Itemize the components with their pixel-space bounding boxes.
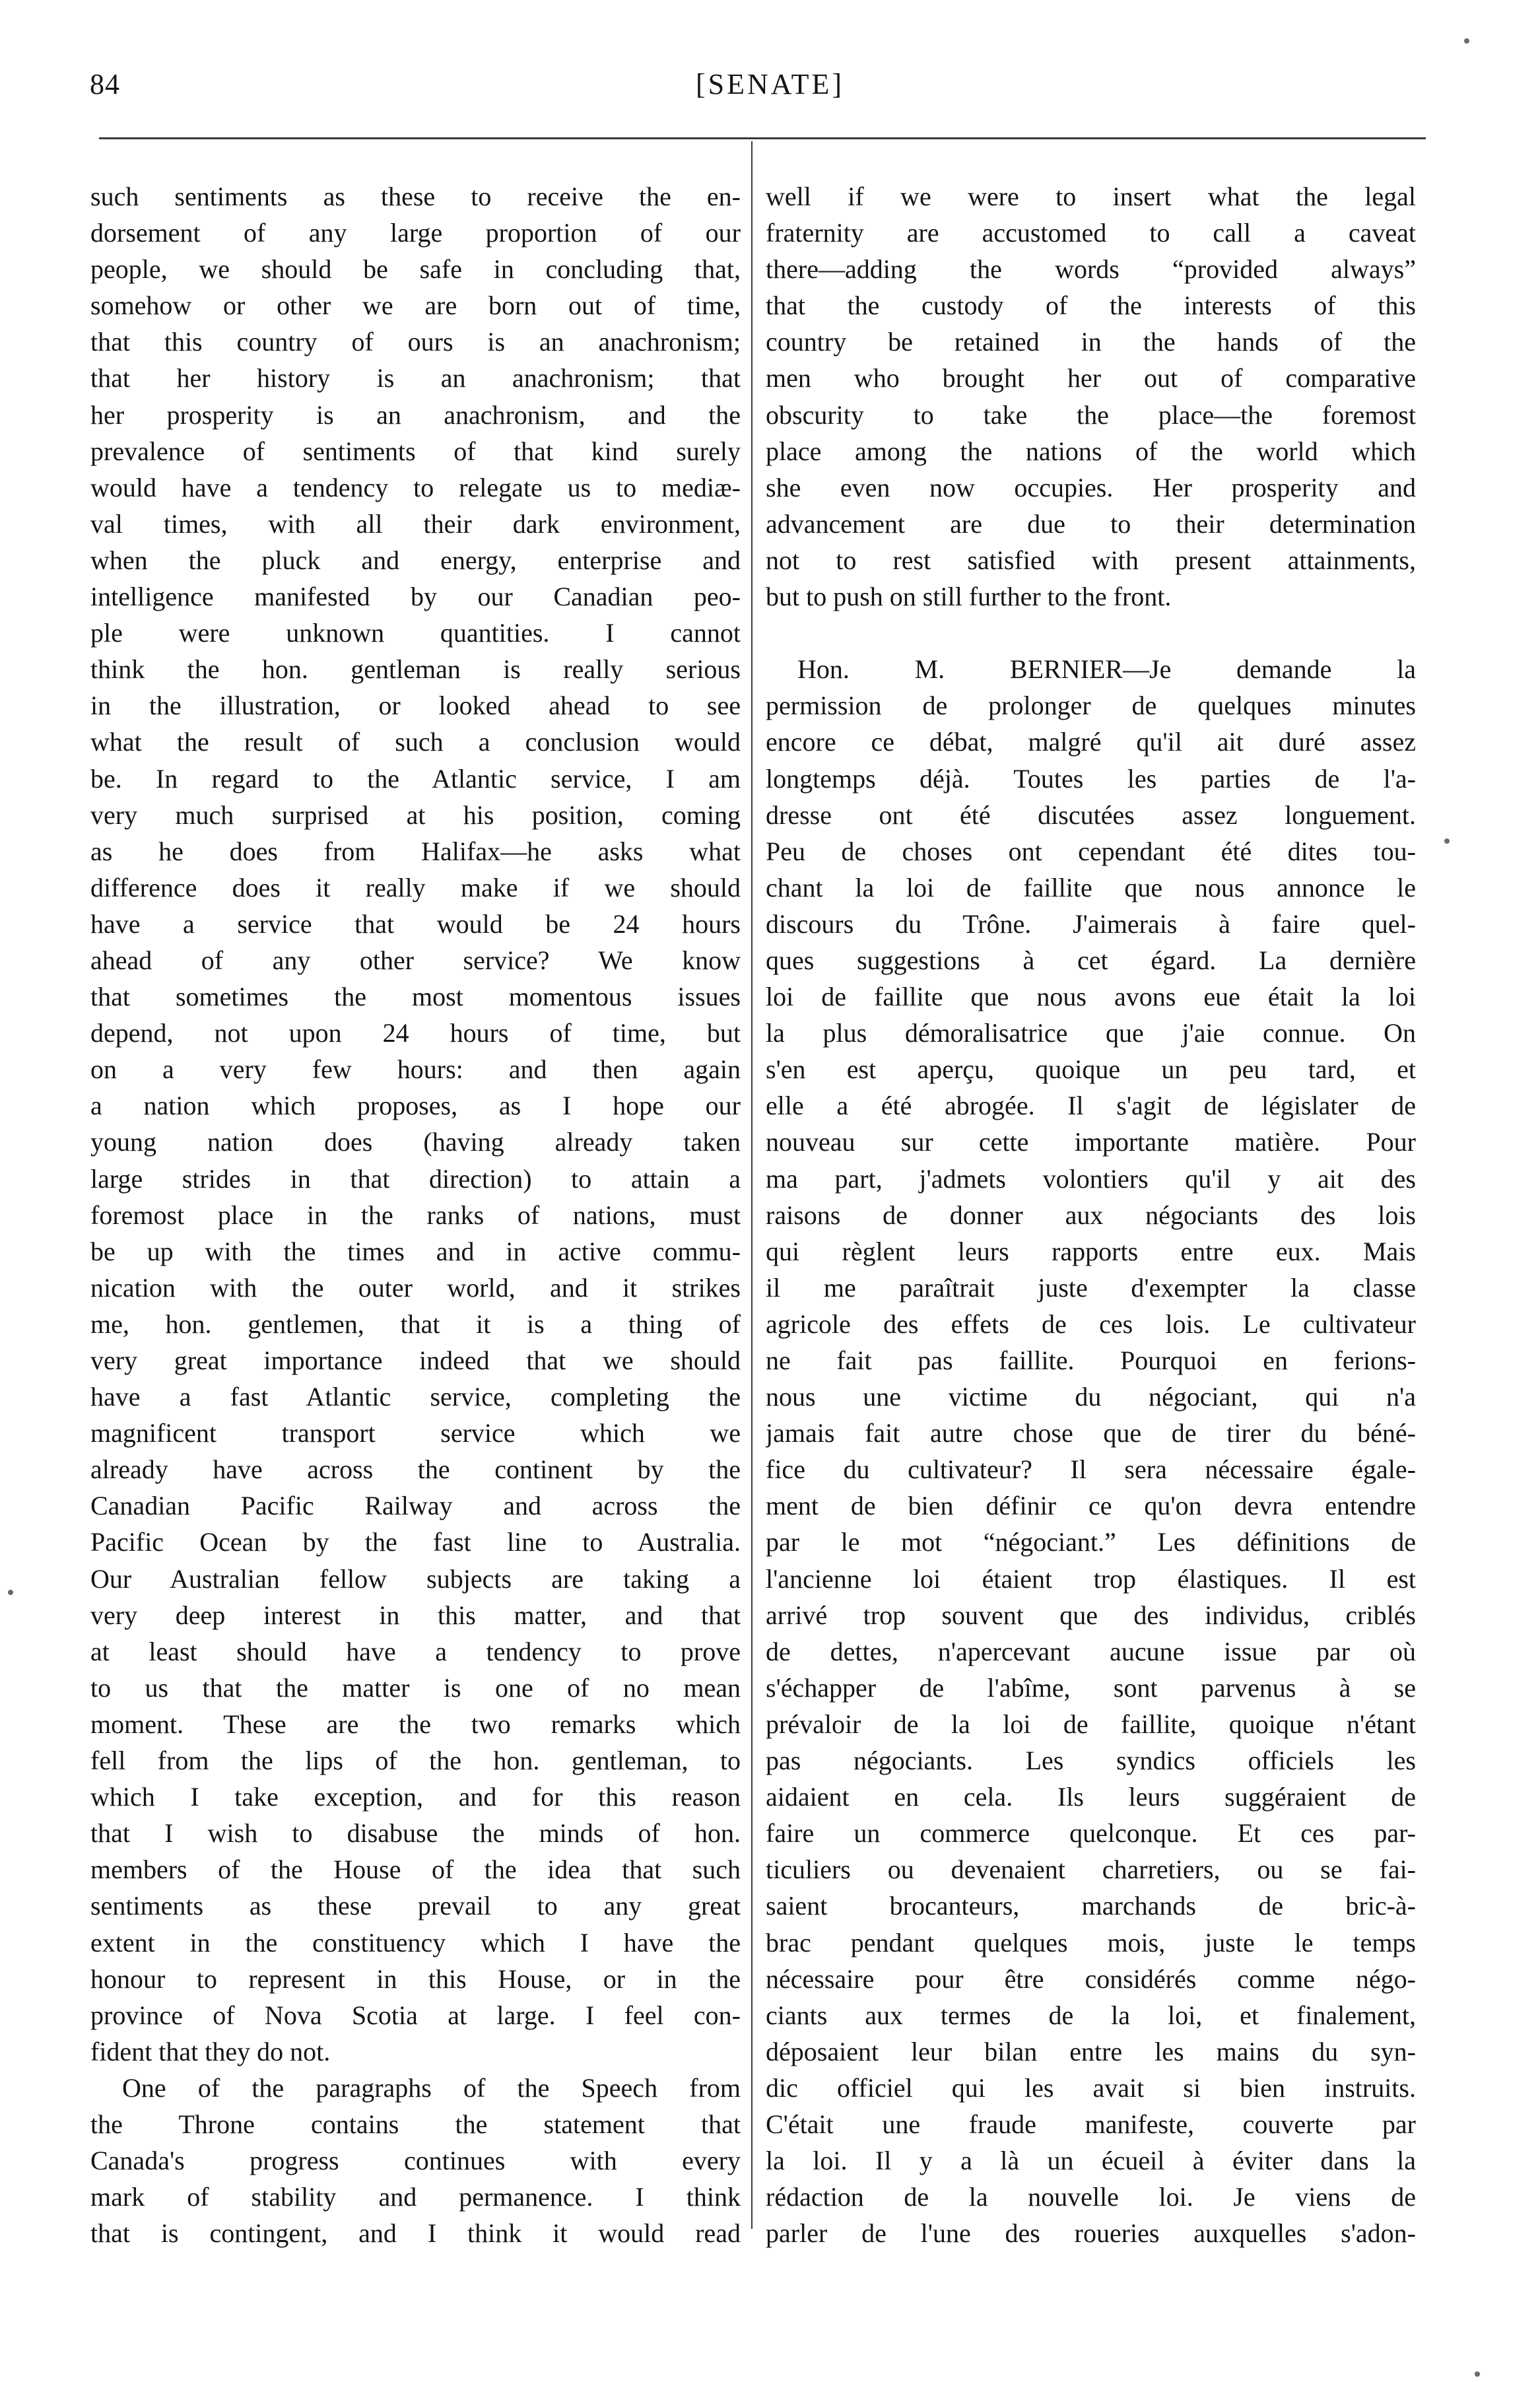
text-line: the Throne contains the statement that: [90, 2109, 741, 2139]
text-line: Canadian Pacific Railway and across the: [90, 1491, 741, 1521]
text-line: sentiments as these prevail to any great: [90, 1891, 741, 1921]
text-line: have a fast Atlantic service, completing the: [90, 1382, 741, 1412]
text-line: par le mot “négociant.” Les définitions de: [766, 1527, 1416, 1557]
text-line: la loi. Il y a là un écueil à éviter dans la: [766, 2146, 1416, 2176]
text-line: at least should have a tendency to prove: [90, 1636, 741, 1666]
text-line: déposaient leur bilan entre les mains du syn-: [766, 2036, 1416, 2066]
text-line: very deep interest in this matter, and that: [90, 1600, 741, 1630]
text-line: loi de faillite que nous avons eue était la loi: [766, 982, 1416, 1012]
text-line: to us that the matter is one of no mean: [90, 1672, 741, 1703]
text-line: dic officiel qui les avait si bien instruits.: [766, 2072, 1416, 2103]
text-line: longtemps déjà. Toutes les parties de l'a-: [766, 763, 1416, 794]
text-line: people, we should be safe in concluding that,: [90, 254, 741, 285]
text-line: dresse ont été discutées assez longuement.: [766, 800, 1416, 830]
text-line: s'en est aperçu, quoique un peu tard, et: [766, 1054, 1416, 1085]
text-line: l'ancienne loi étaient trop élastiques. Il est: [766, 1563, 1416, 1594]
text-line: somehow or other we are born out of time,: [90, 290, 741, 321]
text-line: when the pluck and energy, enterprise and: [90, 545, 741, 575]
page-number: 84: [90, 68, 120, 100]
text-line: such sentiments as these to receive the en-: [90, 182, 741, 211]
text-line: Pacific Ocean by the fast line to Australia.: [90, 1527, 741, 1557]
text-line: a nation which proposes, as I hope our: [90, 1091, 741, 1121]
text-line: pas négociants. Les syndics officiels les: [766, 1746, 1416, 1776]
text-line: nécessaire pour être considérés comme négo-: [766, 1963, 1416, 1994]
text-line: large strides in that direction) to attain a: [90, 1163, 741, 1194]
text-line: nouveau sur cette importante matière. Pour: [766, 1127, 1416, 1157]
text-line: province of Nova Scotia at large. I feel con-: [90, 2000, 741, 2030]
text-line: depend, not upon 24 hours of time, but: [90, 1018, 741, 1048]
text-line: intelligence manifested by our Canadian peo-: [90, 582, 741, 612]
speck-mark: [1475, 2371, 1480, 2377]
text-line: have a service that would be 24 hours: [90, 908, 741, 939]
speck-mark: [8, 1590, 13, 1595]
text-line: arrivé trop souvent que des individus, criblés: [766, 1600, 1416, 1630]
text-line: il me paraîtrait juste d'exempter la classe: [766, 1272, 1416, 1303]
text-line: well if we were to insert what the legal: [766, 182, 1416, 211]
left-column: [90, 178, 741, 2251]
text-line: ciants aux termes de la loi, et finalement,: [766, 2000, 1416, 2030]
text-line: ne fait pas faillite. Pourquoi en ferions-: [766, 1345, 1416, 1375]
text-line: difference does it really make if we should: [90, 872, 741, 902]
speck-mark: [1444, 838, 1450, 844]
text-line: already have across the continent by the: [90, 1454, 741, 1485]
column-divider: [751, 141, 753, 2229]
text-line: encore ce débat, malgré qu'il ait duré assez: [766, 727, 1416, 757]
text-line: me, hon. gentlemen, that it is a thing of: [90, 1309, 741, 1339]
text-line: advancement are due to their determination: [766, 508, 1416, 539]
text-line: ple were unknown quantities. I cannot: [90, 618, 741, 648]
text-line: think the hon. gentleman is really serious: [90, 654, 741, 685]
text-line: ment de bien définir ce qu'on devra entendre: [766, 1491, 1416, 1521]
text-line: her prosperity is an anachronism, and the: [90, 399, 741, 430]
text-line: qui règlent leurs rapports entre eux. Mais: [766, 1236, 1416, 1266]
text-line: ticuliers ou devenaient charretiers, ou se fai-: [766, 1855, 1416, 1885]
text-line: rédaction de la nouvelle loi. Je viens de: [766, 2182, 1416, 2212]
text-line: men who brought her out of comparative: [766, 363, 1416, 393]
text-line: in the illustration, or looked ahead to see: [90, 691, 741, 721]
text-line: she even now occupies. Her prosperity and: [766, 472, 1416, 502]
text-line: One of the paragraphs of the Speech from: [122, 2072, 741, 2103]
text-line: de dettes, n'apercevant aucune issue par où: [766, 1636, 1416, 1666]
text-line: that sometimes the most momentous issues: [90, 982, 741, 1012]
text-line: magnificent transport service which we: [90, 1418, 741, 1448]
text-line: saient brocanteurs, marchands de bric-à-: [766, 1891, 1416, 1921]
running-title: [SENATE]: [695, 68, 845, 100]
text-line: extent in the constituency which I have the: [90, 1927, 741, 1957]
text-line: that her history is an anachronism; that: [90, 363, 741, 393]
text-line: agricole des effets de ces lois. Le cultivateur: [766, 1309, 1416, 1339]
text-line: which I take exception, and for this reason: [90, 1782, 741, 1812]
text-line: Peu de choses ont cependant été dites tou-: [766, 836, 1416, 866]
text-line: prevalence of sentiments of that kind surely: [90, 436, 741, 466]
text-line: country be retained in the hands of the: [766, 327, 1416, 357]
text-line: be up with the times and in active commu-: [90, 1236, 741, 1266]
paragraph-gap: [766, 615, 1416, 651]
text-line: nication with the outer world, and it strikes: [90, 1272, 741, 1303]
text-line: permission de prolonger de quelques minutes: [766, 691, 1416, 721]
text-line: ma part, j'admets volontiers qu'il y ait des: [766, 1163, 1416, 1194]
text-line: that I wish to disabuse the minds of hon.: [90, 1818, 741, 1849]
text-line: dorsement of any large proportion of our: [90, 218, 741, 248]
text-line: raisons de donner aux négociants des lois: [766, 1200, 1416, 1230]
text-line: but to push on still further to the front.: [766, 582, 1172, 612]
text-line: nous une victime du négociant, qui n'a: [766, 1382, 1416, 1412]
speck-mark: [1464, 38, 1469, 44]
text-line: s'échapper de l'abîme, sont parvenus à se: [766, 1672, 1416, 1703]
text-line: fice du cultivateur? Il sera nécessaire égale-: [766, 1454, 1416, 1485]
text-line: on a very few hours: and then again: [90, 1054, 741, 1085]
text-line: obscurity to take the place—the foremost: [766, 399, 1416, 430]
text-line: faire un commerce quelconque. Et ces par-: [766, 1818, 1416, 1849]
text-line: members of the House of the idea that such: [90, 1855, 741, 1885]
text-line: very great importance indeed that we should: [90, 1345, 741, 1375]
header-rule: [99, 137, 1426, 139]
text-line: ques suggestions à cet égard. La dernière: [766, 945, 1416, 975]
text-line: fraternity are accustomed to call a caveat: [766, 218, 1416, 248]
text-line: parler de l'une des roueries auxquelles s'adon-: [766, 2218, 1416, 2249]
text-line: there—adding the words “provided always”: [766, 254, 1416, 285]
text-line: Canada's progress continues with every: [90, 2146, 741, 2176]
text-line: very much surprised at his position, coming: [90, 800, 741, 830]
text-line: would have a tendency to relegate us to mediæ-: [90, 472, 741, 502]
text-line: young nation does (having already taken: [90, 1127, 741, 1157]
text-line: jamais fait autre chose que de tirer du béné-: [766, 1418, 1416, 1448]
text-line: Our Australian fellow subjects are taking a: [90, 1563, 741, 1594]
text-line: ahead of any other service? We know: [90, 945, 741, 975]
right-column: [766, 178, 1416, 2251]
text-line: not to rest satisfied with present attainments,: [766, 545, 1416, 575]
text-line: that is contingent, and I think it would read: [90, 2218, 741, 2249]
text-line: chant la loi de faillite que nous annonce le: [766, 872, 1416, 902]
text-line: honour to represent in this House, or in the: [90, 1963, 741, 1994]
text-line: elle a été abrogée. Il s'agit de législater de: [766, 1091, 1416, 1121]
text-line: that the custody of the interests of this: [766, 290, 1416, 321]
text-line: la plus démoralisatrice que j'aie connue. On: [766, 1018, 1416, 1048]
text-line: val times, with all their dark environment,: [90, 508, 741, 539]
text-line: aidaient en cela. Ils leurs suggéraient de: [766, 1782, 1416, 1812]
text-line: mark of stability and permanence. I think: [90, 2182, 741, 2212]
text-line: discours du Trône. J'aimerais à faire quel-: [766, 908, 1416, 939]
text-line: that this country of ours is an anachronism;: [90, 327, 741, 357]
text-line: moment. These are the two remarks which: [90, 1709, 741, 1739]
text-line: what the result of such a conclusion would: [90, 727, 741, 757]
text-line: Hon. M. BERNIER—Je demande la: [797, 654, 1416, 685]
text-line: fident that they do not.: [90, 2036, 331, 2066]
text-line: brac pendant quelques mois, juste le temps: [766, 1927, 1416, 1957]
text-line: foremost place in the ranks of nations, must: [90, 1200, 741, 1230]
text-line: place among the nations of the world which: [766, 436, 1416, 466]
text-line: fell from the lips of the hon. gentleman, to: [90, 1746, 741, 1776]
text-line: C'était une fraude manifeste, couverte par: [766, 2109, 1416, 2139]
text-line: as he does from Halifax—he asks what: [90, 836, 741, 866]
text-line: be. In regard to the Atlantic service, I am: [90, 763, 741, 794]
text-line: prévaloir de la loi de faillite, quoique n'étant: [766, 1709, 1416, 1739]
